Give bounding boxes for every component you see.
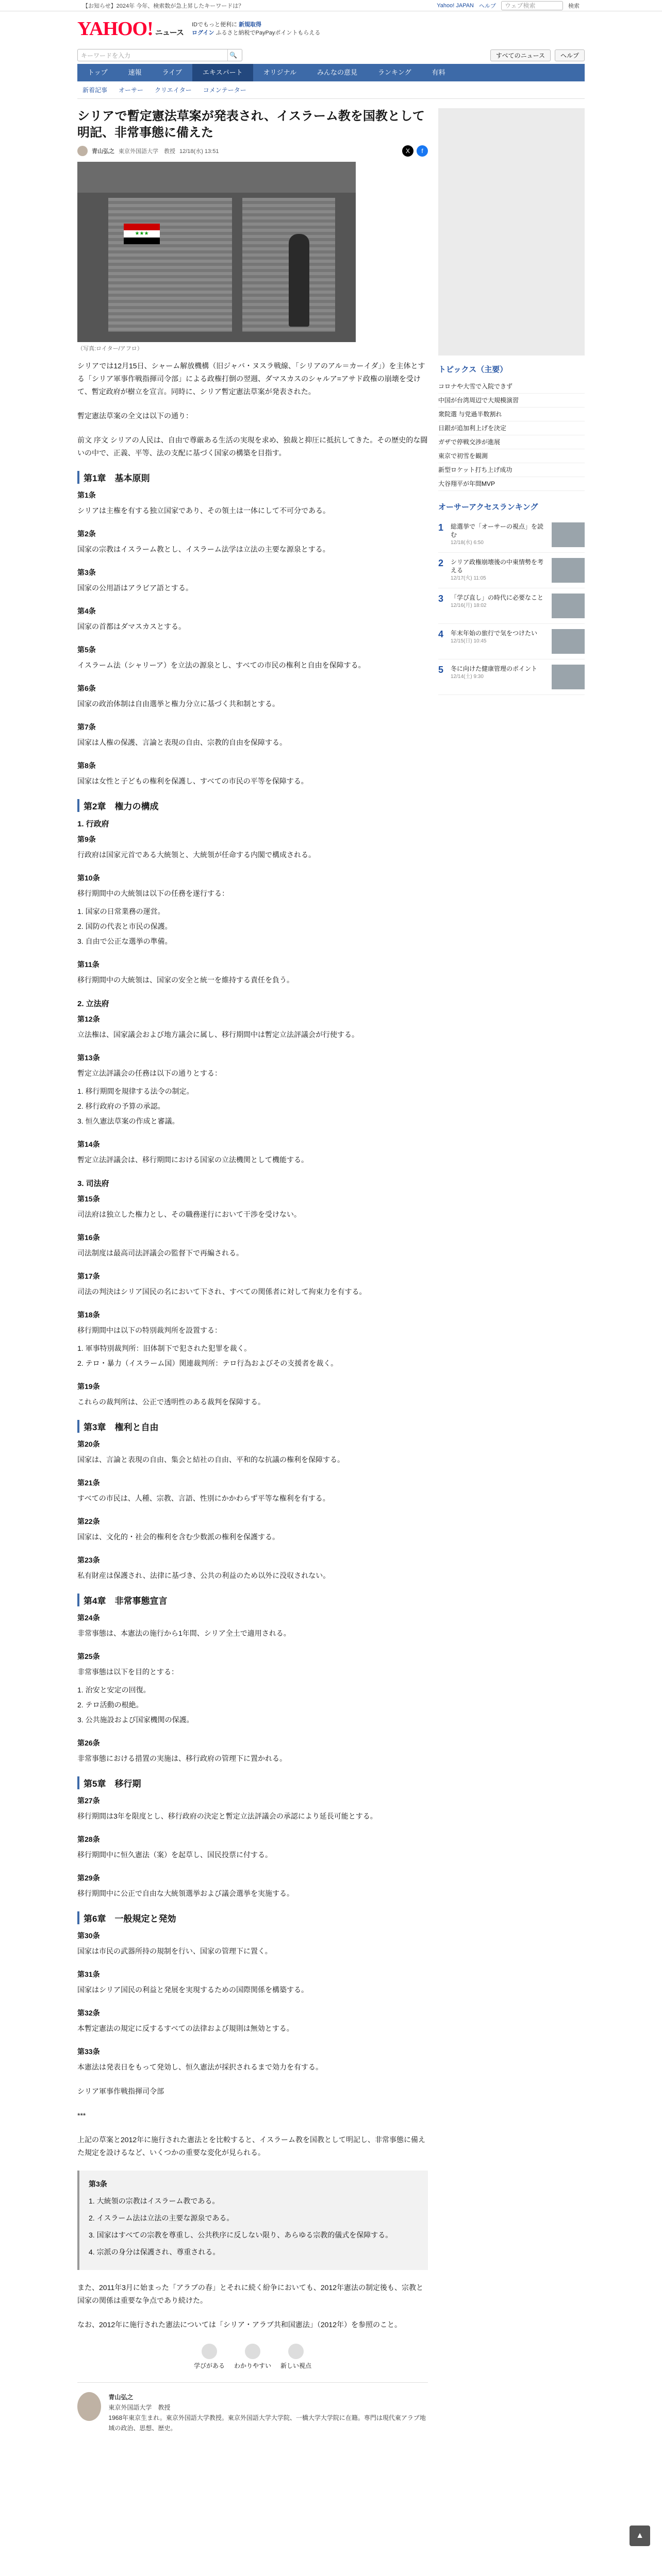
yahoo-news-logo[interactable]: YAHOO! ニュース <box>77 18 184 40</box>
gnav-paid[interactable]: 有料 <box>432 69 445 76</box>
author-name[interactable]: 青山弘之 <box>92 148 114 155</box>
search-icon[interactable]: 🔍 <box>227 49 239 61</box>
article-text: 行政府は国家元首である大統領と、大統領が任命する内閣で構成される。 <box>77 851 316 859</box>
article-text: 司法制度は最高司法評議会の監督下で再編される。 <box>77 1249 243 1257</box>
reaction-learn[interactable]: 学びがある <box>194 2344 225 2370</box>
author-role: 東京外国語大学 教授 <box>119 148 175 155</box>
gnav-opinion[interactable]: みんなの意見 <box>317 69 357 76</box>
topbar-search-button[interactable]: 検索 <box>568 3 580 9</box>
article-meta <box>77 145 428 157</box>
reaction-new[interactable]: 新しい視点 <box>280 2344 311 2370</box>
article-number: 第14条 <box>77 1140 100 1148</box>
article-number: 第20条 <box>77 1440 100 1448</box>
article-number: 第11条 <box>77 960 100 969</box>
subnav-creator[interactable]: クリエイター <box>155 87 192 94</box>
paragraph: シリアでは12月15日、シャーム解放機構（旧ジャバ・ヌスラ戦線、「シリアのアル＝カーイダ」）を主体とする「シリア軍事作戦指揮司令部」による政権打倒の翌週、ダマスカスのシャルア=アサド政権の崩壊を受けて、暫定政府が樹立を宣言。同時に、シリア暫定憲法草案が発表された。 <box>77 362 425 396</box>
gnav-live[interactable]: ライブ <box>162 69 182 76</box>
article-text: 国家は、文化的・社会的権利を含む少数派の権利を保護する。 <box>77 1533 279 1541</box>
quote-item: 2. イスラーム法は立法の主要な源泉である。 <box>89 2214 234 2222</box>
topic-item[interactable]: 衆院選 与党過半数割れ <box>438 408 585 421</box>
ranking-item[interactable]: 3 「学び直し」の時代に必要なこと 12/16(月) 18:02 <box>438 588 585 624</box>
gnav-flash[interactable]: 速報 <box>128 69 142 76</box>
ranking-thumbnail <box>552 522 585 547</box>
topic-item[interactable]: コロナや大雪で入院できず <box>438 380 585 394</box>
ranking-thumbnail <box>552 629 585 654</box>
x-share-icon[interactable]: X <box>402 145 413 157</box>
topic-item[interactable]: 日銀が追加利上げを決定 <box>438 421 585 435</box>
article-number: 第7条 <box>77 723 96 731</box>
register-link[interactable]: 新規取得 <box>239 22 262 28</box>
article-number: 第8条 <box>77 761 96 770</box>
topic-item[interactable]: 大谷翔平が年間MVP <box>438 477 585 491</box>
topbar-notice[interactable]: 【お知らせ】2024年 今年、検索数が急上昇したキーワードは？ <box>82 3 244 9</box>
quote-item: 3. 国家はすべての宗教を尊重し、公共秩序に反しない限り、あらゆる宗教的儀式を保障する。 <box>89 2231 393 2239</box>
article-number: 第1条 <box>77 491 96 499</box>
article-number: 第15条 <box>77 1195 100 1203</box>
article-text: これらの裁判所は、公正で透明性のある裁判を保障する。 <box>77 1398 265 1406</box>
list-item: 2. テロ活動の根絶。 <box>77 1701 143 1709</box>
subnav-commentator[interactable]: コメンテーター <box>203 87 246 94</box>
article-number: 第28条 <box>77 1835 100 1843</box>
article-number: 第9条 <box>77 835 96 843</box>
article-number: 第3条 <box>77 568 96 577</box>
article-number: 第32条 <box>77 2009 100 2017</box>
author-avatar[interactable] <box>77 146 88 156</box>
article-text: 非常事態は以下を目的とする： <box>77 1668 178 1676</box>
author-box-name[interactable]: 青山弘之 <box>108 2394 134 2401</box>
author-box-bio: 1968年東京生まれ。東京外国語大学教授。東京外国語大学大学院、一橋大学大学院に在籍。専門は現代東アラブ地域の政治、思想、歴史。 <box>108 2414 426 2432</box>
section-heading: 2. 立法府 <box>77 999 109 1008</box>
paragraph: なお、2012年に施行された憲法については「シリア・アラブ共和国憲法」（2012年）を参照のこと。 <box>77 2320 402 2329</box>
topbar-search-input[interactable]: ウェブ検索 <box>501 1 563 10</box>
ranking-item[interactable]: 5 冬に向けた健康管理のポイント 12/14(土) 9:30 <box>438 659 585 695</box>
list-item: 1. 国家の日常業務の運営。 <box>77 907 165 916</box>
back-to-top-button[interactable]: ▲ <box>630 2526 650 2546</box>
list-item: 2. 国防の代表と市民の保護。 <box>77 922 172 930</box>
article-text: 移行期間中は以下の特別裁判所を設置する： <box>77 1326 222 1334</box>
lightbulb-icon <box>202 2344 217 2359</box>
list-item: 2. テロ・暴力（イスラーム国）関連裁判所：テロ行為およびその支援者を裁く。 <box>77 1359 338 1367</box>
article-text: 非常事態は、本憲法の施行から1年間、シリア全土で適用される。 <box>77 1629 291 1637</box>
top-bar <box>0 0 662 11</box>
yahoo-japan-link[interactable]: Yahoo! JAPAN <box>437 2 474 9</box>
article-number: 第30条 <box>77 1931 100 1940</box>
article-number: 第4条 <box>77 607 96 615</box>
chapter-heading: 第1章 基本原則 <box>77 471 428 484</box>
article-text: 移行期間中の大統領は、国家の安全と統一を維持する責任を負う。 <box>77 976 294 984</box>
chapter-heading: 第4章 非常事態宣言 <box>77 1594 428 1606</box>
topic-item[interactable]: ガザで停戦交渉が進展 <box>438 435 585 449</box>
check-icon <box>245 2344 260 2359</box>
gnav-top[interactable]: トップ <box>88 69 108 76</box>
article-number: 第17条 <box>77 1272 100 1280</box>
article-text: 国家は人権の保護、言論と表現の自由、宗教的自由を保障する。 <box>77 738 287 747</box>
list-item: 3. 恒久憲法草案の作成と審議。 <box>77 1117 179 1125</box>
photo-caption: （写真:ロイター/アフロ） <box>77 346 143 352</box>
article-text: イスラーム法（シャリーア）を立法の源泉とし、すべての市民の権利と自由を保障する。 <box>77 661 366 669</box>
header-message: IDでもっと便利に 新規取得 ログイン ふるさと納税でPayPayポイントもらえる <box>192 22 321 36</box>
chapter-heading: 第5章 移行期 <box>77 1776 428 1789</box>
ranking-list <box>438 517 585 695</box>
help-button[interactable]: ヘルプ <box>555 49 585 61</box>
article-text: 司法の判決はシリア国民の名において下され、すべての関係者に対して拘束力を有する。 <box>77 1287 367 1296</box>
ranking-thumbnail <box>552 558 585 583</box>
article-number: 第29条 <box>77 1874 100 1882</box>
section-heading: 3. 司法府 <box>77 1179 109 1188</box>
article-number: 第19条 <box>77 1382 100 1391</box>
article-number: 第10条 <box>77 874 100 882</box>
signature: シリア軍事作戦指揮司令部 <box>77 2087 164 2095</box>
list-item: 3. 公共施設および国家機関の保護。 <box>77 1716 194 1724</box>
article-text: 暫定立法評議会の任務は以下の通りとする： <box>77 1069 222 1077</box>
article-text: 私有財産は保護され、法律に基づき、公共の利益のため以外に没収されない。 <box>77 1571 330 1580</box>
facebook-share-icon[interactable]: f <box>417 145 428 157</box>
author-photo[interactable] <box>77 2392 101 2421</box>
search-row <box>0 46 662 64</box>
gnav-expert[interactable]: エキスパート <box>192 64 253 81</box>
article-number: 第21条 <box>77 1479 100 1487</box>
sub-nav <box>77 81 585 99</box>
article-text: 移行期間は3年を限度とし、移行政府の決定と暫定立法評議会の承認により延長可能とする。 <box>77 1812 377 1820</box>
ranking-item[interactable]: 2 シリア政権崩壊後の中東情勢を考える 12/17(火) 11:05 <box>438 553 585 588</box>
subnav-author[interactable]: オーサー <box>119 87 144 94</box>
reaction-bar <box>77 2344 428 2370</box>
author-box-role: 東京外国語大学 教授 <box>108 2404 171 2411</box>
article-text: 移行期間中の大統領は以下の任務を遂行する： <box>77 889 229 897</box>
article-text: 本憲法は発表日をもって発効し、恒久憲法が採択されるまで効力を有する。 <box>77 2063 323 2071</box>
article-text: 非常事態における措置の実施は、移行政府の管理下に置かれる。 <box>77 1754 287 1762</box>
global-nav <box>77 64 585 81</box>
article-number: 第5条 <box>77 646 96 654</box>
topics-heading: トピックス（主要） <box>438 365 508 374</box>
gnav-ranking[interactable]: ランキング <box>378 69 411 76</box>
article-text: 移行期間中に恒久憲法（案）を起草し、国民投票に付する。 <box>77 1851 272 1859</box>
paragraph: 前文 序文 シリアの人民は、自由で尊厳ある生活の実現を求め、独裁と抑圧に抵抗してきた。その歴史的な闘いの中で、正義、平等、法の支配に基づく国家の構築を目指す。 <box>77 436 428 457</box>
chapter-heading: 第6章 一般規定と発効 <box>77 1911 428 1924</box>
all-news-button[interactable]: すべてのニュース <box>490 49 551 61</box>
author-box <box>77 2382 428 2433</box>
article-text: 司法府は独立した権力とし、その職務遂行において干渉を受けない。 <box>77 1210 301 1218</box>
article-text: 国家は女性と子どもの権利を保護し、すべての市民の平等を保障する。 <box>77 777 308 785</box>
paragraph: 上記の草案と2012年に施行された憲法とを比較すると、イスラーム教を国教として明記し、非常事態に備えた規定を設けるなど、いくつかの重要な変化が見られる。 <box>77 2136 426 2157</box>
reaction-clear[interactable]: わかりやすい <box>234 2344 271 2370</box>
article-number: 第6条 <box>77 684 96 692</box>
list-item: 3. 自由で公正な選挙の準備。 <box>77 937 172 945</box>
article-number: 第24条 <box>77 1614 100 1622</box>
article-number: 第23条 <box>77 1556 100 1564</box>
article-text: すべての市民は、人種、宗教、言語、性別にかかわらず平等な権利を有する。 <box>77 1494 330 1502</box>
list-item: 1. 治安と安定の回復。 <box>77 1686 151 1694</box>
article-title: シリアで暫定憲法草案が発表され、イスラーム教を国教として明記、非常事態に備えた <box>77 109 425 140</box>
article-body <box>77 360 428 2331</box>
article-number: 第33条 <box>77 2047 100 2056</box>
article-text: 国家の宗教はイスラーム教とし、イスラーム法学は立法の主要な源泉とする。 <box>77 545 330 553</box>
separator: *** <box>77 2111 86 2120</box>
article-text: 暫定立法評議会は、移行期間における国家の立法機関として機能する。 <box>77 1156 308 1164</box>
article-photo: ★★★ <box>77 162 356 342</box>
chapter-heading: 第2章 権力の構成 <box>77 799 428 812</box>
article-number: 第25条 <box>77 1652 100 1660</box>
sidebar <box>438 108 585 2433</box>
article-date: 12/18(水) 13:51 <box>179 148 219 155</box>
article-text: 移行期間中に公正で自由な大統領選挙および議会選挙を実施する。 <box>77 1889 294 1897</box>
quote-item: 1. 大統領の宗教はイスラーム教である。 <box>89 2197 220 2205</box>
ranking-heading: オーサーアクセスランキング <box>438 503 538 512</box>
eye-icon <box>288 2344 304 2359</box>
article-number: 第18条 <box>77 1311 100 1319</box>
ranking-item[interactable]: 1 総選挙で「オーサーの視点」を読む 12/18(水) 6:50 <box>438 517 585 553</box>
news-search-input[interactable]: キーワードを入力 🔍 <box>77 49 242 61</box>
article-text: シリアは主権を有する独立国家であり、その領土は一体にして不可分である。 <box>77 506 330 515</box>
article-number: 第13条 <box>77 1054 100 1062</box>
article-number: 第2条 <box>77 530 96 538</box>
ad-banner[interactable] <box>438 108 585 355</box>
section-heading: 1. 行政府 <box>77 820 109 828</box>
article-number: 第16条 <box>77 1233 100 1242</box>
chapter-heading: 第3章 権利と自由 <box>77 1420 428 1433</box>
quote-block <box>77 2171 428 2270</box>
article-number: 第22条 <box>77 1517 100 1526</box>
article-text: 本暫定憲法の規定に反するすべての法律および規則は無効とする。 <box>77 2024 294 2032</box>
article <box>77 108 428 2433</box>
ranking-item[interactable]: 4 年末年始の旅行で気をつけたい 12/15(日) 10:45 <box>438 624 585 659</box>
gnav-original[interactable]: オリジナル <box>263 69 296 76</box>
article-text: 国家はシリア国民の利益と発展を実現するための国際関係を構築する。 <box>77 1986 308 1994</box>
quote-title: 第3条 <box>89 2180 107 2188</box>
article-text: 国家の政治体制は自由選挙と権力分立に基づく共和制とする。 <box>77 700 279 708</box>
article-text: 立法権は、国家議会および地方議会に属し、移行期間中は暫定立法評議会が行使する。 <box>77 1030 359 1039</box>
article-number: 第31条 <box>77 1970 100 1978</box>
article-text: 国家は市民の武器所持の規制を行い、国家の管理下に置く。 <box>77 1947 272 1955</box>
help-link[interactable]: ヘルプ <box>479 3 496 9</box>
ranking-thumbnail <box>552 665 585 689</box>
list-item: 1. 軍事特別裁判所：旧体制下で犯された犯罪を裁く。 <box>77 1344 252 1352</box>
list-item: 1. 移行期間を規律する法令の制定。 <box>77 1087 194 1095</box>
topics-list <box>438 380 585 491</box>
topic-item[interactable]: 新型ロケット打ち上げ成功 <box>438 463 585 477</box>
ranking-thumbnail <box>552 594 585 618</box>
article-number: 第26条 <box>77 1739 100 1747</box>
header <box>0 11 662 46</box>
paragraph: また、2011年3月に始まった「アラブの春」とそれに続く紛争においても、2012年憲法の制定後も、宗教と国家の関係は重要な争点であり続けた。 <box>77 2283 424 2304</box>
topic-item[interactable]: 中国が台湾周辺で大規模演習 <box>438 394 585 408</box>
subnav-new[interactable]: 新着記事 <box>82 87 108 94</box>
paragraph: 暫定憲法草案の全文は以下の通り： <box>77 412 193 420</box>
article-text: 国家の首都はダマスカスとする。 <box>77 622 186 631</box>
article-number: 第27条 <box>77 1797 100 1805</box>
article-text: 国家の公用語はアラビア語とする。 <box>77 584 193 592</box>
topic-item[interactable]: 東京で初雪を観測 <box>438 449 585 463</box>
list-item: 2. 移行政府の予算の承認。 <box>77 1102 165 1110</box>
login-link[interactable]: ログイン <box>192 30 214 36</box>
article-text: 国家は、言論と表現の自由、集会と結社の自由、平和的な抗議の権利を保障する。 <box>77 1455 344 1464</box>
article-number: 第12条 <box>77 1015 100 1023</box>
quote-item: 4. 宗派の身分は保護され、尊重される。 <box>89 2248 220 2256</box>
